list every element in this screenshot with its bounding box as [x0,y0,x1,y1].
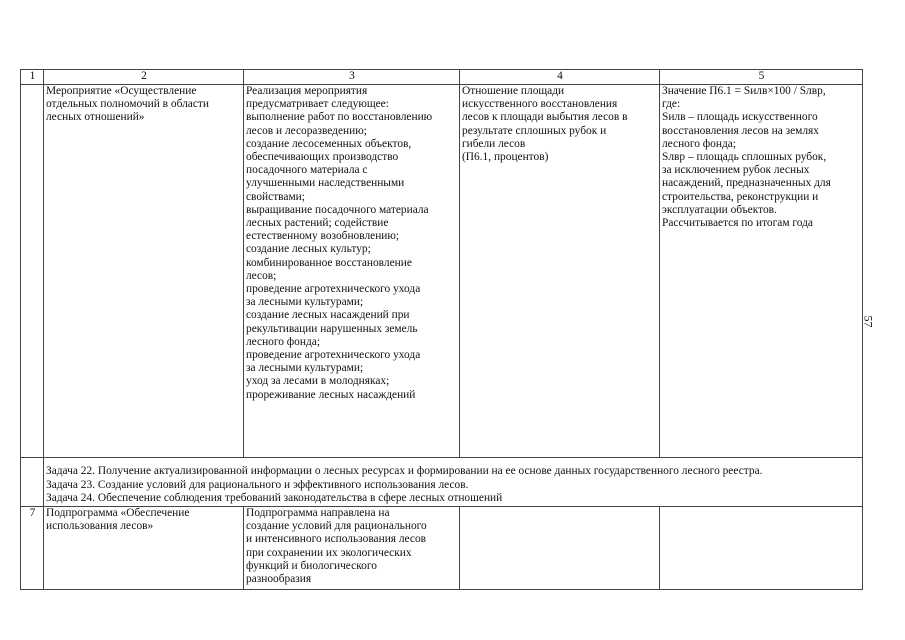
subprogram-formula [660,507,863,590]
measure-description: Реализация мероприятия предусматривает следующее: выполнение работ по восстановлению лесов и лесоразведению; создание лесосеменных объектов, обеспечивающих производство посадочного материала с улучшенными наследственными свойствами; выращивание посадочного материала лесных растений; содействие естественному возобновлению; создание лесных культур; комбинированное восстановление лесов; проведение агротехнического ухода за лесными культурами; создание лесных насаждений при рекультивации нарушенных земель лесного фонда; проведение агротехнического ухода за лесными культурами; уход за лесами в молодняках; прореживание лесных насаждений [244,85,460,458]
row-number: 7 [21,507,44,590]
header-cell-2: 2 [44,70,244,85]
table-row-subprogram [21,507,863,590]
measure-formula: Значение П6.1 = Sилв×100 / Sлвр, где: Sилв – площадь искусственного восстановления лесов на землях лесного фонда; Sлвр – площадь сплошных рубок, за исключением рубок лесных насаждений, предназначенных для строительства, реконструкции и эксплуатации объектов. Рассчитывается по итогам года [660,85,863,458]
subprogram-name: Подпрограмма «Обеспечение использования лесов» [44,507,244,590]
table-row-tasks [21,458,863,507]
header-cell-4: 4 [460,70,660,85]
measure-name: Мероприятие «Осуществление отдельных полномочий в области лесных отношений» [44,85,244,458]
measure-indicator: Отношение площади искусственного восстановления лесов к площади выбытия лесов в результате сплошных рубок и гибели лесов (П6.1, процентов) [460,85,660,458]
tasks-empty-cell [21,458,44,507]
table-row-measure [21,85,863,458]
subprogram-indicator [460,507,660,590]
header-cell-5: 5 [660,70,863,85]
header-row [21,70,863,85]
subprogram-description: Подпрограмма направлена на создание условий для рационального и интенсивного использования лесов при сохранении их экологических функций и биологического разнообразия [244,507,460,590]
tasks-text: Задача 22. Получение актуализированной информации о лесных ресурсах и формировании на ее основе данных государственного лесного реестра. Задача 23. Создание условий для рационального и эффективного использования лесов. Задача 24. Обеспечение соблюдения требований законодательства в сфере лесных отношений [44,458,863,507]
program-table [20,69,863,590]
page-number: 57 [861,315,876,328]
header-cell-3: 3 [244,70,460,85]
row-number [21,85,44,458]
header-cell-1: 1 [21,70,44,85]
